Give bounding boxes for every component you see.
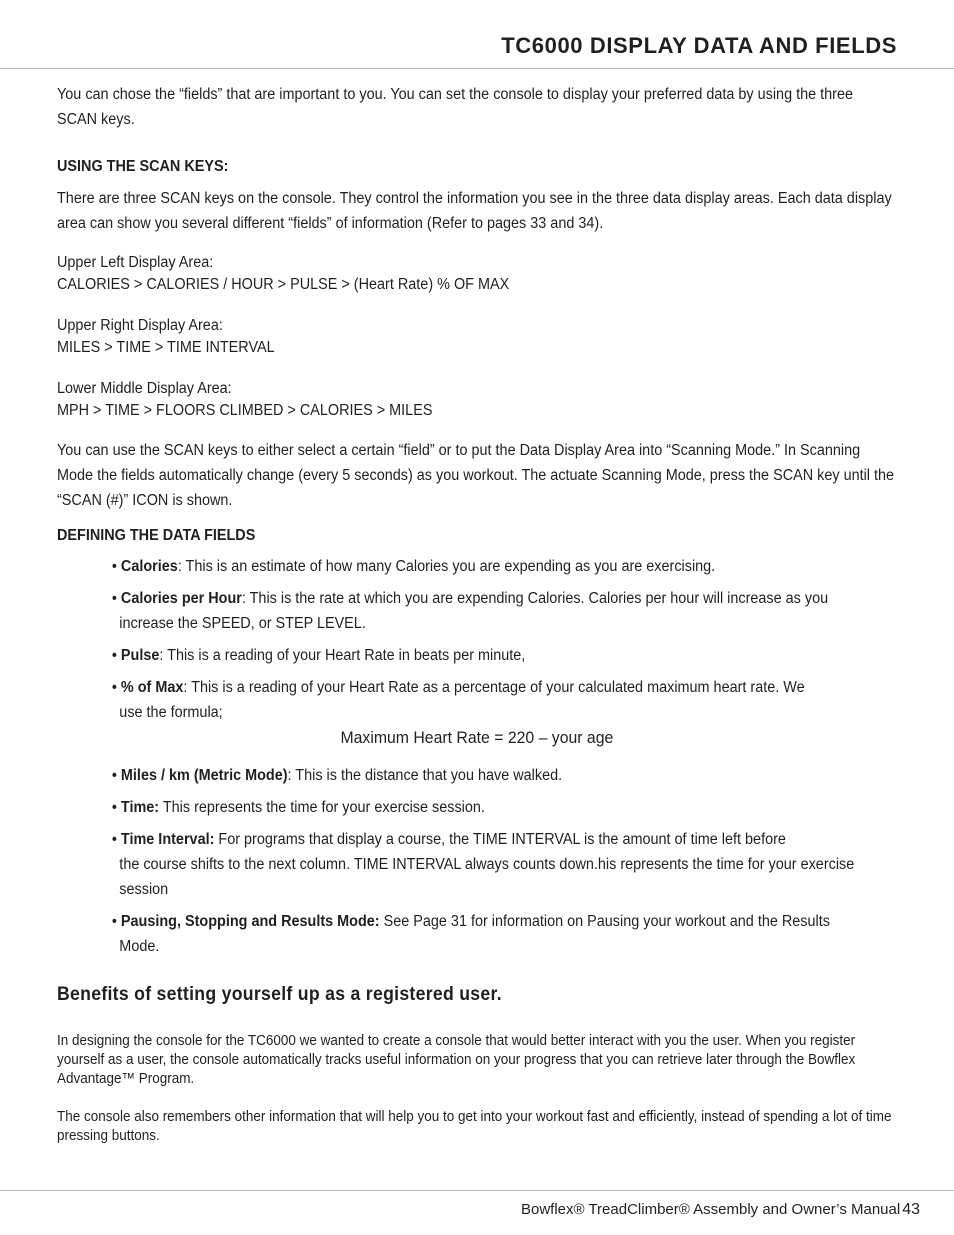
list-item: • % of Max: This is a reading of your Heart Rate as a percentage of your calculated maximum heart rate. We use the formula; [111,679,805,721]
list-item: • Pausing, Stopping and Results Mode: See Page 31 for information on Pausing your workout and the Results Mode. [111,913,830,955]
area-label: Lower Middle Display Area: [57,380,232,397]
list-item: • Time: This represents the time for your exercise session. [111,799,485,816]
list-item: • Pulse: This is a reading of your Heart Rate in beats per minute, [111,647,526,664]
area-label: Upper Right Display Area: [57,317,223,334]
footer-divider [0,1190,954,1191]
benefits-paragraph: In designing the console for the TC6000 we wanted to create a console that would better interact with you the user. When you register yourself as a user, the console automatically tracks useful information on your progress that you can retrieve later through the Bowflex Advantage™ Program. [57,1033,856,1087]
fields-list [57,554,897,725]
benefits-heading: Benefits of setting yourself up as a registered user. [57,984,502,1005]
list-item: • Time Interval: For programs that display a course, the TIME INTERVAL is the amount of time left before the course shifts to the next column. TIME INTERVAL always counts down.his represents the time for your exercise session [111,831,855,898]
fields-list-continued [57,763,897,959]
area-label: Upper Left Display Area: [57,254,214,271]
page-footer [521,1201,920,1219]
list-item: • Calories: This is an estimate of how many Calories you are expending as you are exercising. [111,558,716,575]
scanning-mode-paragraph: You can use the SCAN keys to either select a certain “field” or to put the Data Display Area into “Scanning Mode.” In Scanning Mode the fields automatically change (every 5 seconds) as you workout. The actuate Scanning Mode, press the SCAN key until the “SCAN (#)” ICON is shown. [57,442,895,509]
list-item: • Miles / km (Metric Mode): This is the distance that you have walked. [111,767,563,784]
intro-paragraph: You can chose the “fields” that are important to you. You can set the console to display your preferred data by using the three SCAN keys. [57,86,853,128]
fields-heading: DEFINING THE DATA FIELDS [57,527,256,544]
scan-keys-heading: USING THE SCAN KEYS: [57,158,229,175]
footer-text: Bowflex® TreadClimber® Assembly and Owner’s Manual [520,1201,901,1218]
page-number: 43 [902,1201,920,1218]
area-sequence: MPH > TIME > FLOORS CLIMBED > CALORIES > MILES [57,402,433,419]
area-sequence: MILES > TIME > TIME INTERVAL [57,339,275,356]
scan-keys-paragraph: There are three SCAN keys on the console. They control the information you see in the three data display areas. Each data display area can show you several different “fields” of information (Refer to pages 33 and 34). [57,190,892,232]
list-item: • Calories per Hour: This is the rate at which you are expending Calories. Calories per hour will increase as you increase the SPEED, or STEP LEVEL. [111,590,829,632]
page-title: TC6000 DISPLAY DATA AND FIELDS [501,33,897,58]
header-divider [0,68,954,69]
area-sequence: CALORIES > CALORIES / HOUR > PULSE > (Heart Rate) % OF MAX [57,276,510,293]
heart-rate-formula: Maximum Heart Rate = 220 – your age [340,728,614,747]
benefits-paragraph: The console also remembers other information that will help you to get into your workout fast and efficiently, instead of spending a lot of time pressing buttons. [57,1109,892,1144]
page-content [57,82,897,1146]
display-areas [57,252,897,422]
